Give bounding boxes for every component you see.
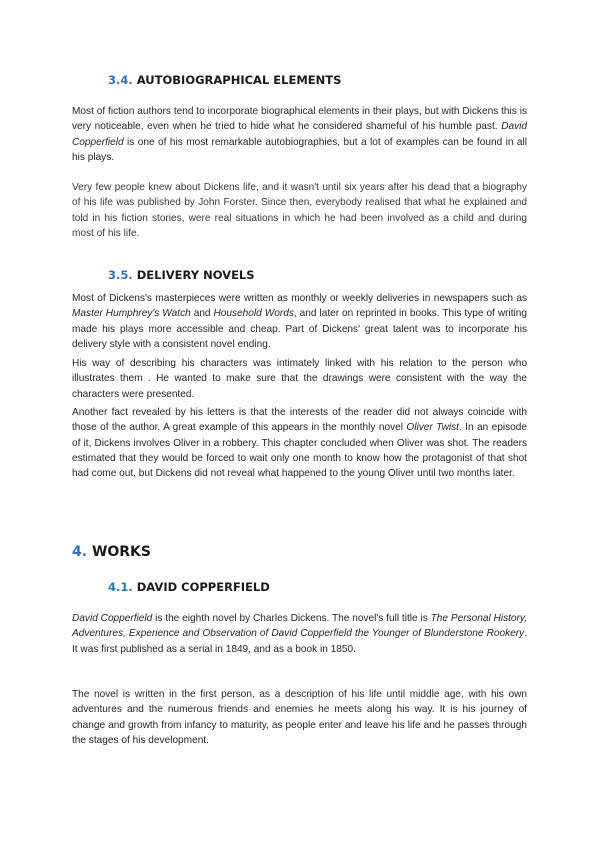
- italic-title: David Copperfield: [72, 613, 153, 624]
- paragraph: [72, 611, 527, 657]
- text-run: is one of his most remarkable autobiographies, but a lot of examples can be found in all his plays.: [72, 136, 527, 163]
- text-run: Another fact revealed by his letters is that the interests of the reader did not always coincide with those of the author. A great example of this appears in the monthly novel: [72, 407, 527, 434]
- heading-number: 4.: [72, 544, 88, 560]
- heading-3-5: [108, 268, 255, 282]
- heading-4: [72, 544, 151, 560]
- text-run: Most of fiction authors tend to incorporate biographical elements in their plays, but with Dickens this is very noticeable, even when he tried to hide what he considered shameful of his humble past.: [72, 106, 527, 133]
- heading-number: 3.4.: [108, 73, 133, 87]
- heading-title: DAVID COPPERFIELD: [136, 580, 270, 594]
- heading-title: WORKS: [91, 544, 151, 560]
- italic-title: Master Humphrey's Watch: [72, 308, 191, 320]
- text-run: Most of Dickens's masterpieces were written as monthly or weekly deliveries in newspapers such as: [72, 293, 527, 304]
- italic-title: Oliver Twist: [406, 422, 459, 434]
- paragraph: The novel is written in the first person, as a description of his life until middle age, with his own adventures and the numerous friends and enemies he meets along his way. It is his journey of change and growth from infancy to maturity, as people enter and leave his life and he passes through the stages of his development.: [72, 689, 527, 746]
- text-run: . It was first published as a serial in 1849, and as a book in 1850.: [72, 628, 527, 655]
- italic-title: Household Words: [213, 308, 294, 320]
- heading-title: AUTOBIOGRAPHICAL ELEMENTS: [136, 73, 342, 87]
- italic-title: David Copperfield: [72, 121, 527, 148]
- paragraph: [72, 291, 527, 352]
- text-run: and: [190, 308, 214, 320]
- paragraph: His way of describing his characters was intimately linked with his relation to the person who illustrates them . He wanted to make sure that the drawings were consistent with the way the characters were presented.: [72, 358, 527, 400]
- paragraph: [72, 405, 527, 481]
- heading-number: 4.1.: [108, 580, 133, 594]
- paragraph: Very few people knew about Dickens life, and it wasn't until six years after his dead that a biography of his life was published by John Forster. Since then, everybody realised that what he explained and told in his fiction stories, were real situations in which he had been involved as a child and during most of his life.: [72, 182, 527, 239]
- text-run: , and later on reprinted in books. This type of writing made his plays more accessible and cheap. Part of Dickens' great talent was to incorporate his delivery style with a consistent novel ending.: [72, 308, 527, 350]
- paragraph: [72, 104, 527, 165]
- heading-4-1: [108, 580, 270, 594]
- heading-number: 3.5.: [108, 268, 133, 282]
- italic-title: The Personal History, Adventures, Experience and Observation of David Copperfield the Younger of Blunderstone Rookery: [72, 613, 527, 640]
- heading-title: DELIVERY NOVELS: [136, 268, 255, 282]
- heading-3-4: [108, 73, 341, 87]
- text-run: is the eighth novel by Charles Dickens. The novel's full title is: [152, 613, 431, 624]
- text-run: . In an episode of it, Dickens involves Oliver in a robbery. This chapter concluded when Oliver was shot. The readers estimated that they would be forced to wait only one month to know how the protagonist of that shot had come out, but Dickens did not reveal what happened to the young Oliver until two months later.: [72, 422, 527, 480]
